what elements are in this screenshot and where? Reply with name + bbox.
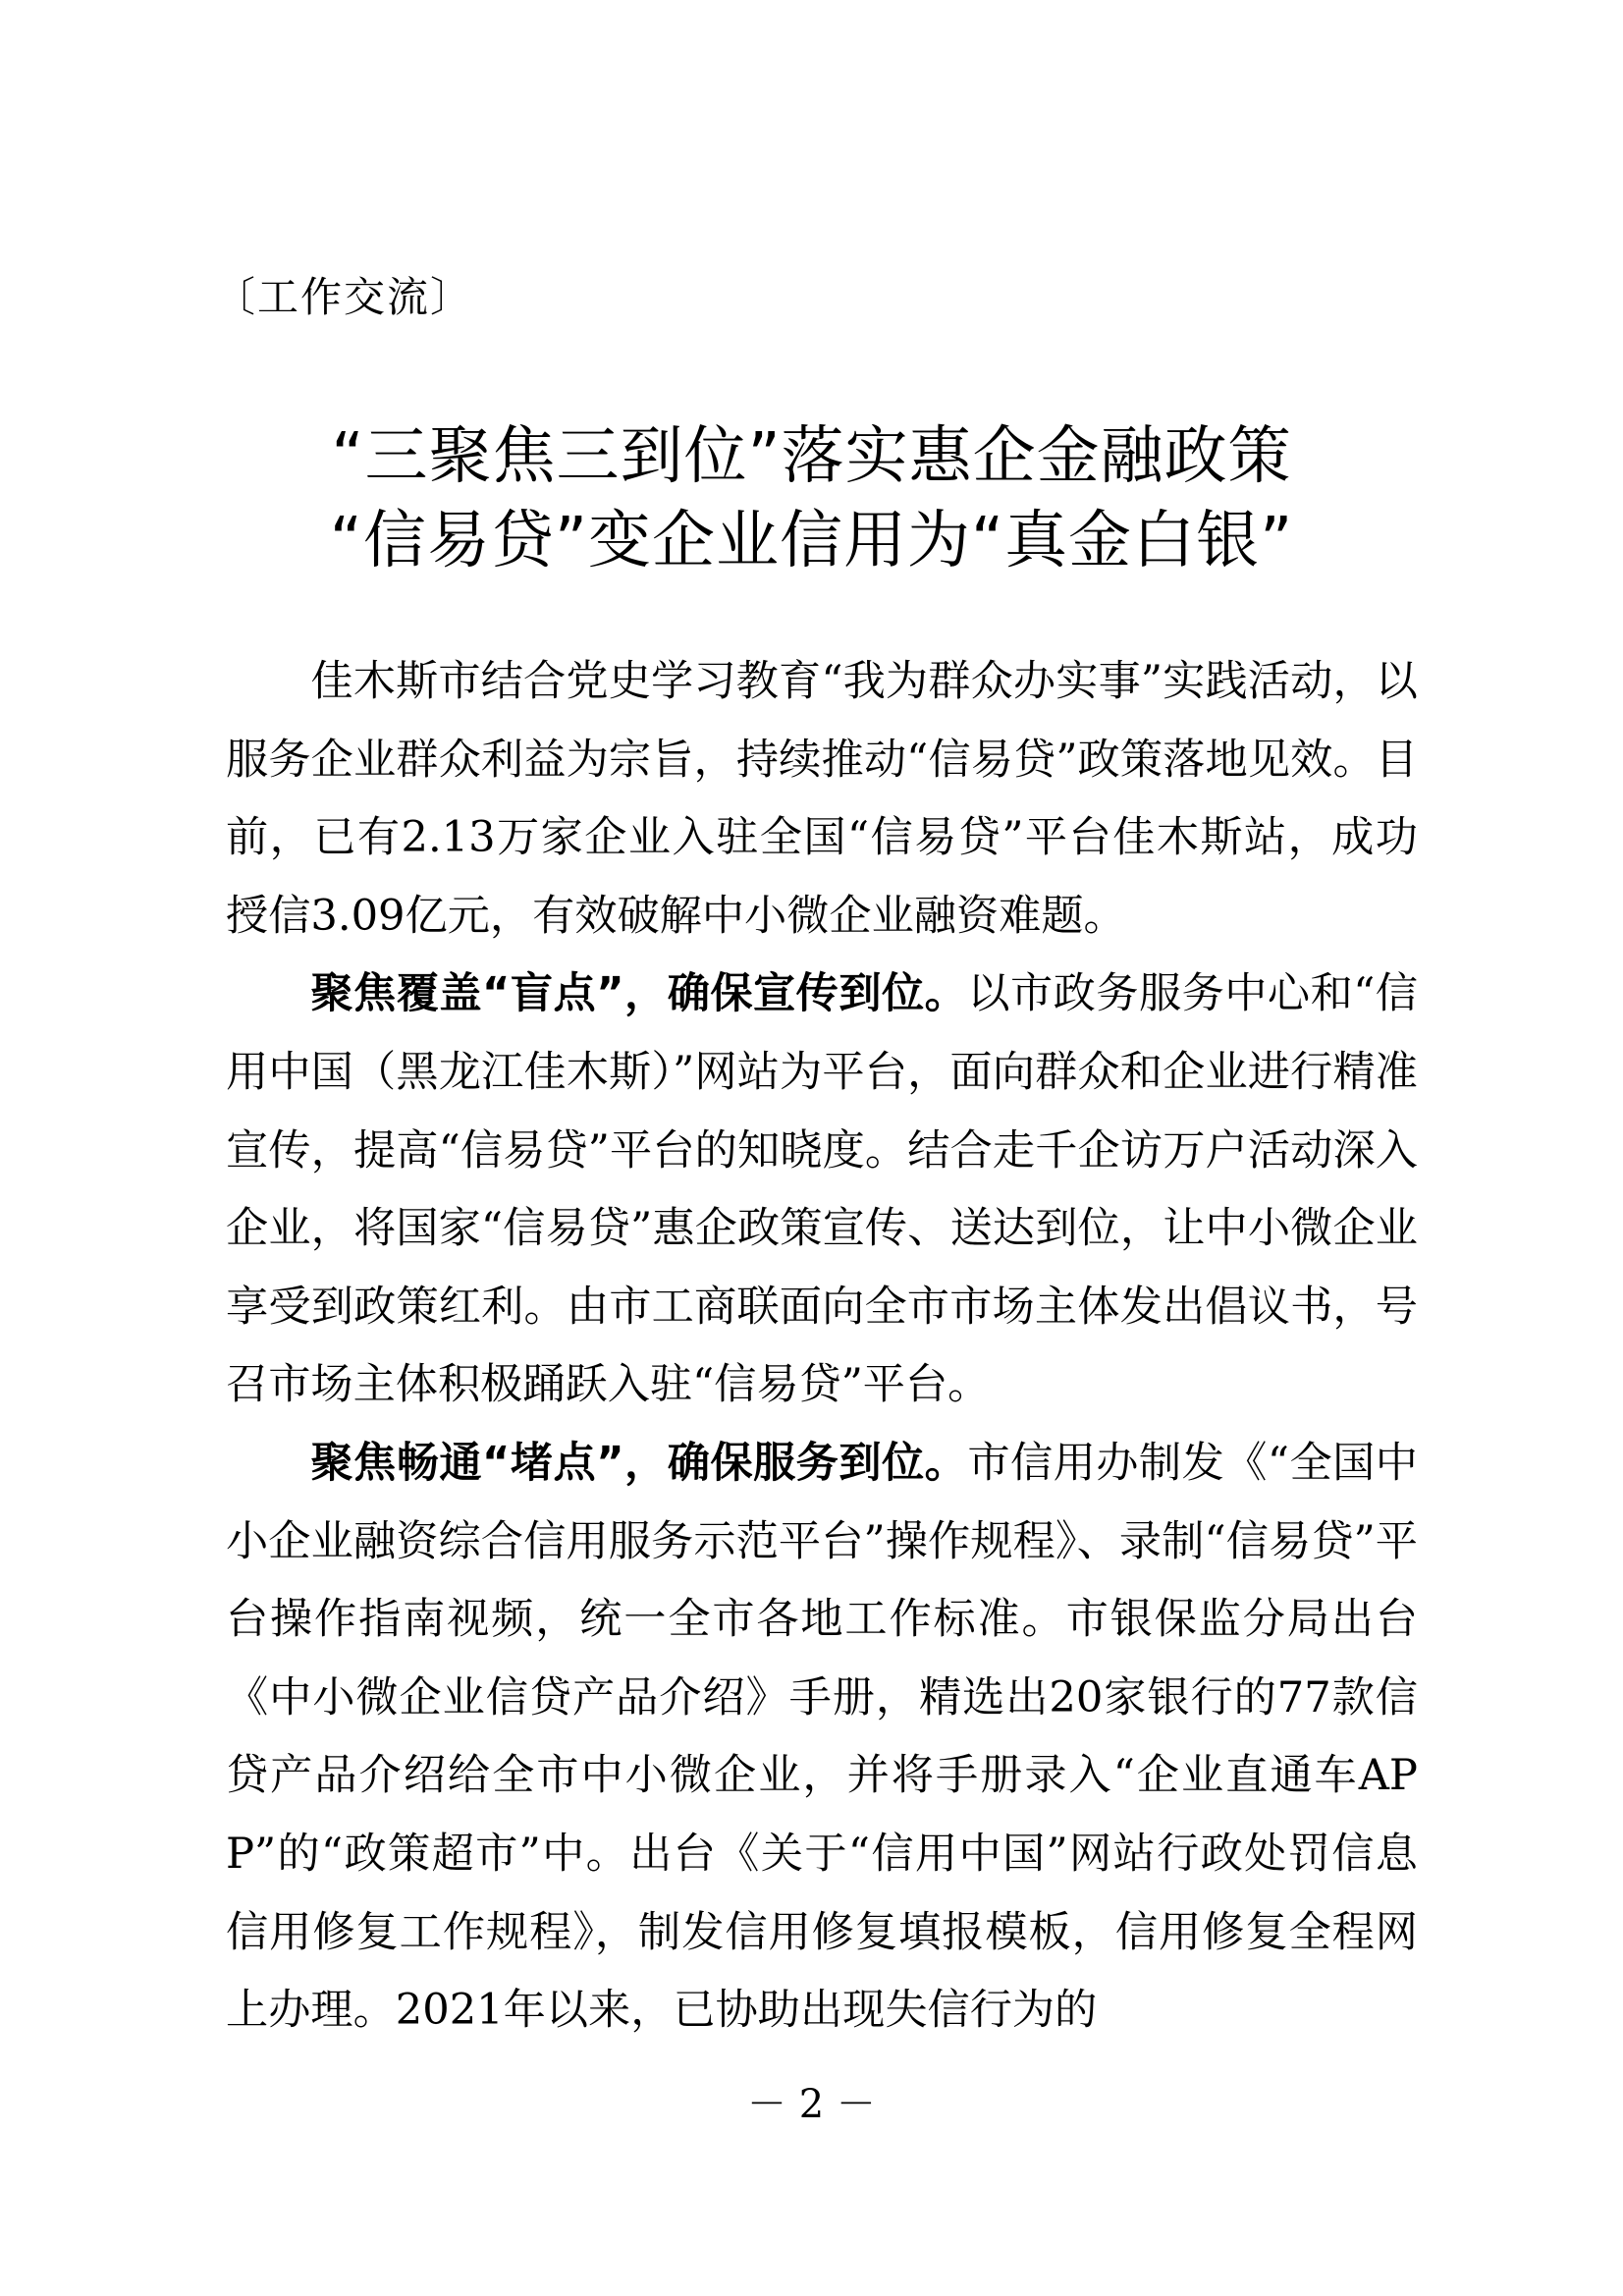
paragraph-service (226, 1425, 1418, 2050)
title-line-1: “三聚焦三到位”落实惠企金融政策 (331, 420, 1292, 493)
page-number: － 2 － (747, 2082, 876, 2127)
article-body (226, 643, 1418, 2050)
paragraph-text: 佳木斯市结合党史学习教育“我为群众办实事”实践活动，以服务企业群众利益为宗旨，持续推动“信易贷”政策落地见效。目前，已有2.13万家企业入驻全国“信易贷”平台佳木斯站，成功授信3.09亿元，有效破解中小微企业融资难题。 (226, 657, 1418, 941)
title-line-2: “信易贷”变企业信用为“真金白银” (329, 505, 1294, 577)
paragraph-text: 以市政务服务中心和“信用中国（黑龙江佳木斯）”网站为平台，面向群众和企业进行精准宣传，提高“信易贷”平台的知晓度。结合走千企访万户活动深入企业，将国家“信易贷”惠企政策宣传、送达到位，让中小微企业享受到政策红利。由市工商联面向全市市场主体发出倡议书，号召市场主体积极踊跃入驻“信易贷”平台。 (226, 969, 1418, 1410)
paragraph-intro (226, 643, 1418, 956)
paragraph-publicity (226, 956, 1418, 1425)
paragraph-lead: 聚焦畅通“堵点”，确保服务到位。 (310, 1438, 968, 1488)
paragraph-lead: 聚焦覆盖“盲点”，确保宣传到位。 (310, 969, 968, 1019)
section-tag: 〔工作交流〕 (214, 273, 474, 321)
paragraph-text: 市信用办制发《“全国中小企业融资综合信用服务示范平台”操作规程》、录制“信易贷”平台操作指南视频，统一全市各地工作标准。市银保监分局出台《中小微企业信贷产品介绍》手册，精选出20家银行的77款信贷产品介绍给全市中小微企业，并将手册录入“企业直通车APP”的“政策超市”中。出台《关于“信用中国”网站行政处罚信息信用修复工作规程》，制发信用修复填报模板，信用修复全程网上办理。2021年以来，已协助出现失信行为的 (226, 1438, 1418, 2036)
